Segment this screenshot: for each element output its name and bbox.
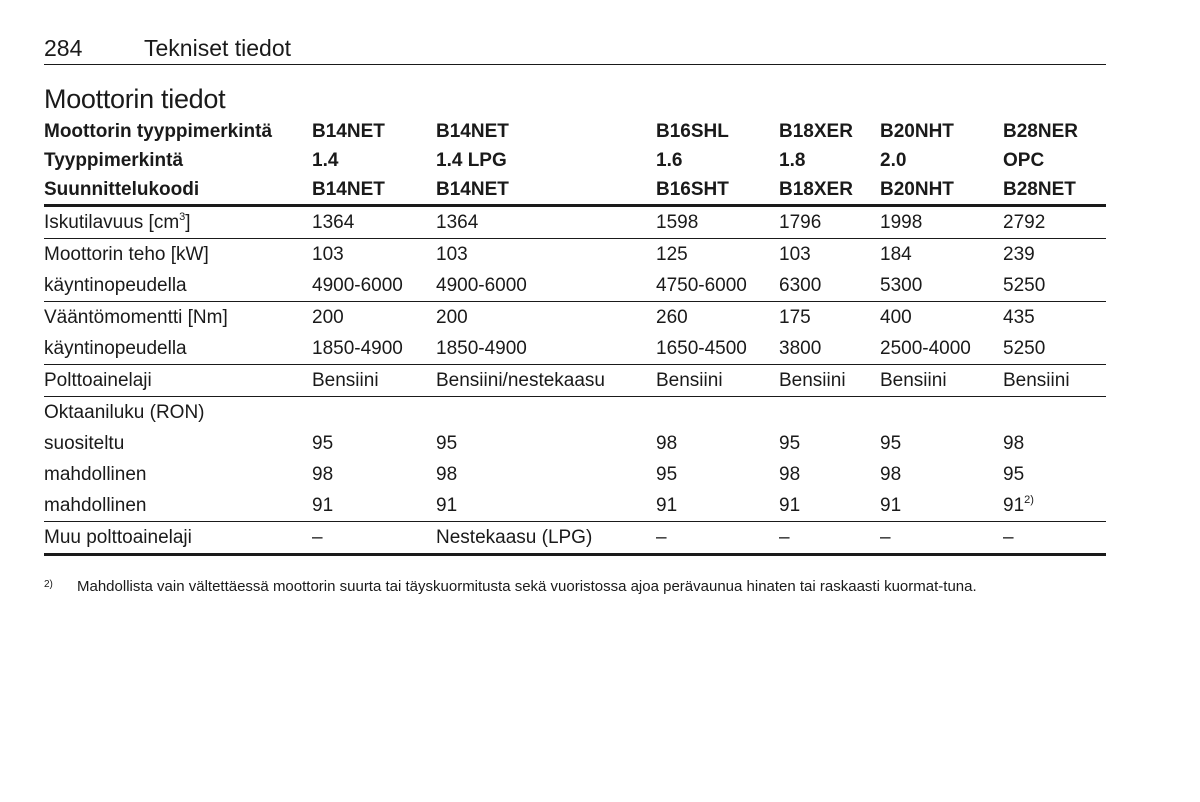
table-cell: 95: [312, 433, 334, 454]
table-row-fuel-type: [44, 365, 1106, 396]
section-title: Tekniset tiedot: [144, 35, 292, 61]
header-label: Suunnittelukoodi: [44, 179, 200, 200]
table-cell: Bensiini: [312, 370, 379, 391]
table-cell: 98: [656, 433, 678, 454]
table-cell: 239: [1003, 244, 1035, 265]
row-label: Vääntömomentti [Nm]: [44, 307, 228, 328]
table-cell: 2500-4000: [880, 338, 971, 359]
row-label: Moottorin teho [kW]: [44, 244, 209, 265]
table-cell: Nestekaasu (LPG): [436, 527, 593, 548]
table-cell: 95: [656, 464, 678, 485]
row-label-text: Iskutilavuus [cm: [44, 212, 180, 233]
table-row-power: [44, 239, 1106, 270]
table-cell: 95: [779, 433, 801, 454]
table-header-row: [44, 175, 1106, 204]
table-cell: 435: [1003, 307, 1035, 328]
row-label: mahdollinen: [44, 495, 147, 516]
table-cell: 103: [312, 244, 344, 265]
table-cell: 103: [779, 244, 811, 265]
header-cell: B20NHT: [880, 179, 954, 200]
table-header-row: [44, 117, 1106, 146]
row-label-end: ]: [185, 212, 191, 233]
table-cell: 5300: [880, 275, 923, 296]
table-row-power-rpm: [44, 270, 1106, 301]
table-cell: 4900-6000: [312, 275, 403, 296]
table-cell: –: [779, 527, 790, 548]
header-cell: B14NET: [436, 121, 509, 142]
table-cell: 200: [312, 307, 344, 328]
table-cell: 95: [880, 433, 902, 454]
table-cell: 91: [656, 495, 678, 516]
table-cell: Bensiini: [656, 370, 723, 391]
header-cell: B28NER: [1003, 121, 1078, 142]
header-label: Tyyppimerkintä: [44, 150, 184, 171]
row-label: käyntinopeudella: [44, 338, 187, 359]
header-cell: B20NHT: [880, 121, 954, 142]
table-row-torque: [44, 302, 1106, 333]
table-cell: 91: [880, 495, 902, 516]
table-cell: 260: [656, 307, 688, 328]
table-row-possible: [44, 490, 1106, 521]
table-cell: 400: [880, 307, 912, 328]
header-cell: B16SHT: [656, 179, 729, 200]
header-cell: B14NET: [312, 121, 385, 142]
table-cell: 91: [312, 495, 334, 516]
table-cell: 98: [436, 464, 458, 485]
table-cell: 1796: [779, 212, 822, 233]
row-label: [44, 207, 191, 238]
footnote-text: Mahdollista vain vältettäessä moottorin suurta tai täyskuormitusta sekä vuoristossa ajoa perävaunua hinaten tai raskaasti kuormat-tuna.: [77, 578, 977, 595]
table-cell: 5250: [1003, 275, 1046, 296]
table-cell: 4900-6000: [436, 275, 527, 296]
header-cell: B16SHL: [656, 121, 729, 142]
table-cell: 98: [1003, 433, 1025, 454]
table-cell: Bensiini: [880, 370, 947, 391]
unit-superscript: 3: [179, 211, 186, 223]
table-cell: –: [1003, 527, 1014, 548]
row-label: käyntinopeudella: [44, 275, 187, 296]
table-cell: 1364: [436, 212, 479, 233]
header-cell: 1.6: [656, 150, 683, 171]
table-cell: –: [880, 527, 891, 548]
table-cell: 1598: [656, 212, 699, 233]
header-cell: 1.4 LPG: [436, 150, 507, 171]
table-cell: 1850-4900: [312, 338, 403, 359]
table-cell: 1850-4900: [436, 338, 527, 359]
table-cell: 200: [436, 307, 468, 328]
header-cell: OPC: [1003, 150, 1045, 171]
table-row-recommended: [44, 428, 1106, 459]
table-cell: Bensiini/nestekaasu: [436, 370, 605, 391]
header-cell: B18XER: [779, 179, 853, 200]
table-bottom-rule: [44, 553, 1106, 556]
table-cell: 175: [779, 307, 811, 328]
table-cell: 98: [312, 464, 334, 485]
table-cell: –: [656, 527, 667, 548]
table-cell: 91: [436, 495, 458, 516]
page-number: 284: [44, 35, 83, 61]
row-label: Oktaaniluku (RON): [44, 402, 205, 423]
table-row-other-fuel: [44, 522, 1106, 553]
header-cell: 1.8: [779, 150, 806, 171]
table-cell: 184: [880, 244, 912, 265]
header-cell: 1.4: [312, 150, 339, 171]
row-label: mahdollinen: [44, 464, 147, 485]
table-cell: 1650-4500: [656, 338, 747, 359]
table-header-row: [44, 146, 1106, 175]
header-cell: B14NET: [436, 179, 509, 200]
row-label: Muu polttoainelaji: [44, 527, 192, 548]
table-cell: 5250: [1003, 338, 1046, 359]
header-cell: B18XER: [779, 121, 853, 142]
cell-value: 91: [1003, 495, 1025, 516]
table-row-octane: [44, 397, 1106, 428]
footnote: [44, 579, 1106, 595]
table-cell: Bensiini: [779, 370, 846, 391]
header-cell: B14NET: [312, 179, 385, 200]
table-row-possible: [44, 459, 1106, 490]
table-cell: 91: [779, 495, 801, 516]
table-cell: 95: [1003, 464, 1025, 485]
header-label: Moottorin tyyppimerkintä: [44, 121, 273, 142]
table-cell: 1364: [312, 212, 355, 233]
table-cell: [1003, 490, 1034, 521]
table-cell: 98: [880, 464, 902, 485]
table-cell: 1998: [880, 212, 923, 233]
table-cell: 103: [436, 244, 468, 265]
table-cell: Bensiini: [1003, 370, 1070, 391]
footnote-mark: 2): [44, 579, 53, 590]
table-cell: 95: [436, 433, 458, 454]
page-header: [44, 34, 1106, 65]
header-cell: 2.0: [880, 150, 907, 171]
footnote-reference: 2): [1024, 494, 1034, 506]
engine-data-table: [44, 117, 1106, 556]
table-cell: 3800: [779, 338, 822, 359]
table-row-torque-rpm: [44, 333, 1106, 364]
table-cell: –: [312, 527, 323, 548]
row-label: suositeltu: [44, 433, 125, 454]
table-row-displacement: [44, 207, 1106, 238]
table-cell: 98: [779, 464, 801, 485]
table-cell: 125: [656, 244, 688, 265]
table-cell: 6300: [779, 275, 822, 296]
table-cell: 4750-6000: [656, 275, 747, 296]
row-label: Polttoainelaji: [44, 370, 152, 391]
table-cell: 2792: [1003, 212, 1046, 233]
header-cell: B28NET: [1003, 179, 1076, 200]
page-heading: Moottorin tiedot: [44, 84, 226, 114]
